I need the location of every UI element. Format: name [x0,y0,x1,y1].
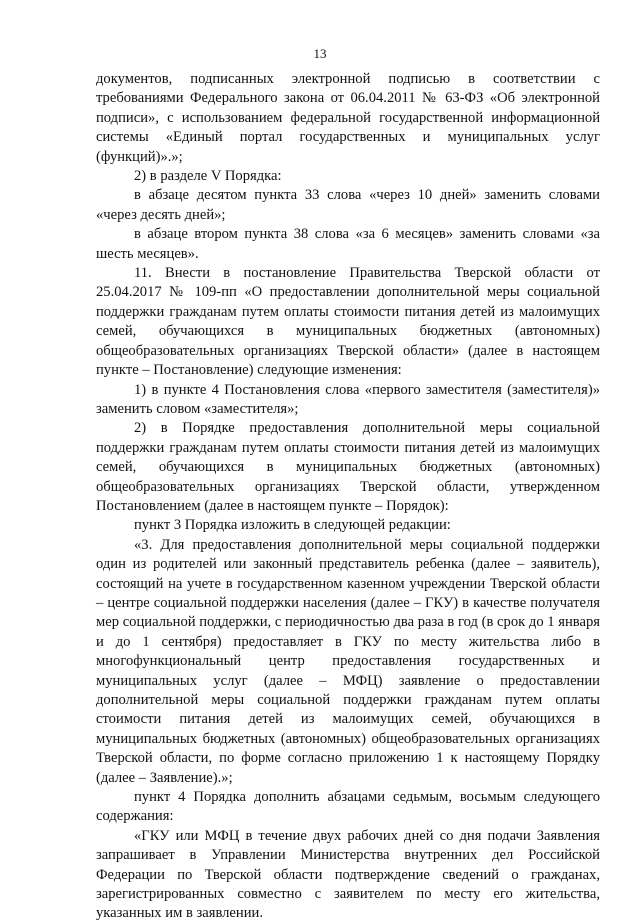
paragraph: в абзаце десятом пункта 33 слова «через 10 дней» заменить словами «через десять дней»; [96,187,600,223]
paragraph: «3. Для предоставления дополнительной меры социальной поддержки один из родителей или законный представитель ребенка (далее – заявитель), состоящий на учете в государственном казенном учреждении Тверской области – центре социальной поддержки населения (далее – ГКУ) в качестве получателя мер социальной поддержки, с периодичностью два раза в год (в срок до 1 января и до 1 сентября) предоставляет в ГКУ по месту жительства либо в многофункциональный центр предоставления государственных и муниципальных услуг (далее – МФЦ) заявление о предоставлении дополнительной меры социальной поддержки гражданам путем оплаты стоимости питания детей из малоимущих семей, обучающихся в муниципальных бюджетных (автономных) общеобразовательных организациях Тверской области, по форме согласно приложению 1 к настоящему Порядку (далее – Заявление).»; [96,536,600,786]
paragraph: 2) в разделе V Порядка: [134,168,282,185]
page-number: 13 [313,46,327,61]
paragraph: в абзаце втором пункта 38 слова «за 6 месяцев» заменить словами «за шесть месяцев». [96,226,600,262]
paragraph: «ГКУ или МФЦ в течение двух рабочих дней со дня подачи Заявления запрашивает в Управлении Министерства внутренних дел Российской Федерации по Тверской области подтверждение сведений о гражданах, зарегистрированных совместно с заявителем по месту его жительства, указанных им в заявлении. [96,827,600,922]
paragraph: документов, подписанных электронной подписью в соответствии с требованиями Федерального закона от 06.04.2011 № 63-ФЗ «Об электронной подписи», с использованием федеральной государственной информационной системы «Единый портал государственных и муниципальных услуг (функций)».»; [96,71,600,165]
paragraph: 11. Внести в постановление Правительства Тверской области от 25.04.2017 № 109-пп «О предоставлении дополнительной меры социальной поддержки гражданам путем оплаты стоимости питания детей из малоимущих семей, обучающихся в муниципальных бюджетных (автономных) общеобразовательных организациях Тверской области» (далее в настоящем пункте – Постановление) следующие изменения: [96,265,600,379]
document-body [96,70,600,924]
paragraph: пункт 4 Порядка дополнить абзацами седьмым, восьмым следующего содержания: [96,789,600,825]
paragraph: пункт 3 Порядка изложить в следующей редакции: [134,517,451,534]
paragraph: 1) в пункте 4 Постановления слова «первого заместителя (заместителя)» заменить словом «заместителя»; [96,381,600,417]
paragraph: 2) в Порядке предоставления дополнительной меры социальной поддержки гражданам путем оплаты стоимости питания детей из малоимущих семей, обучающихся в муниципальных бюджетных (автономных) общеобразовательных организациях Тверской области, утвержденном Постановлением (далее в настоящем пункте – Порядок): [96,420,600,514]
